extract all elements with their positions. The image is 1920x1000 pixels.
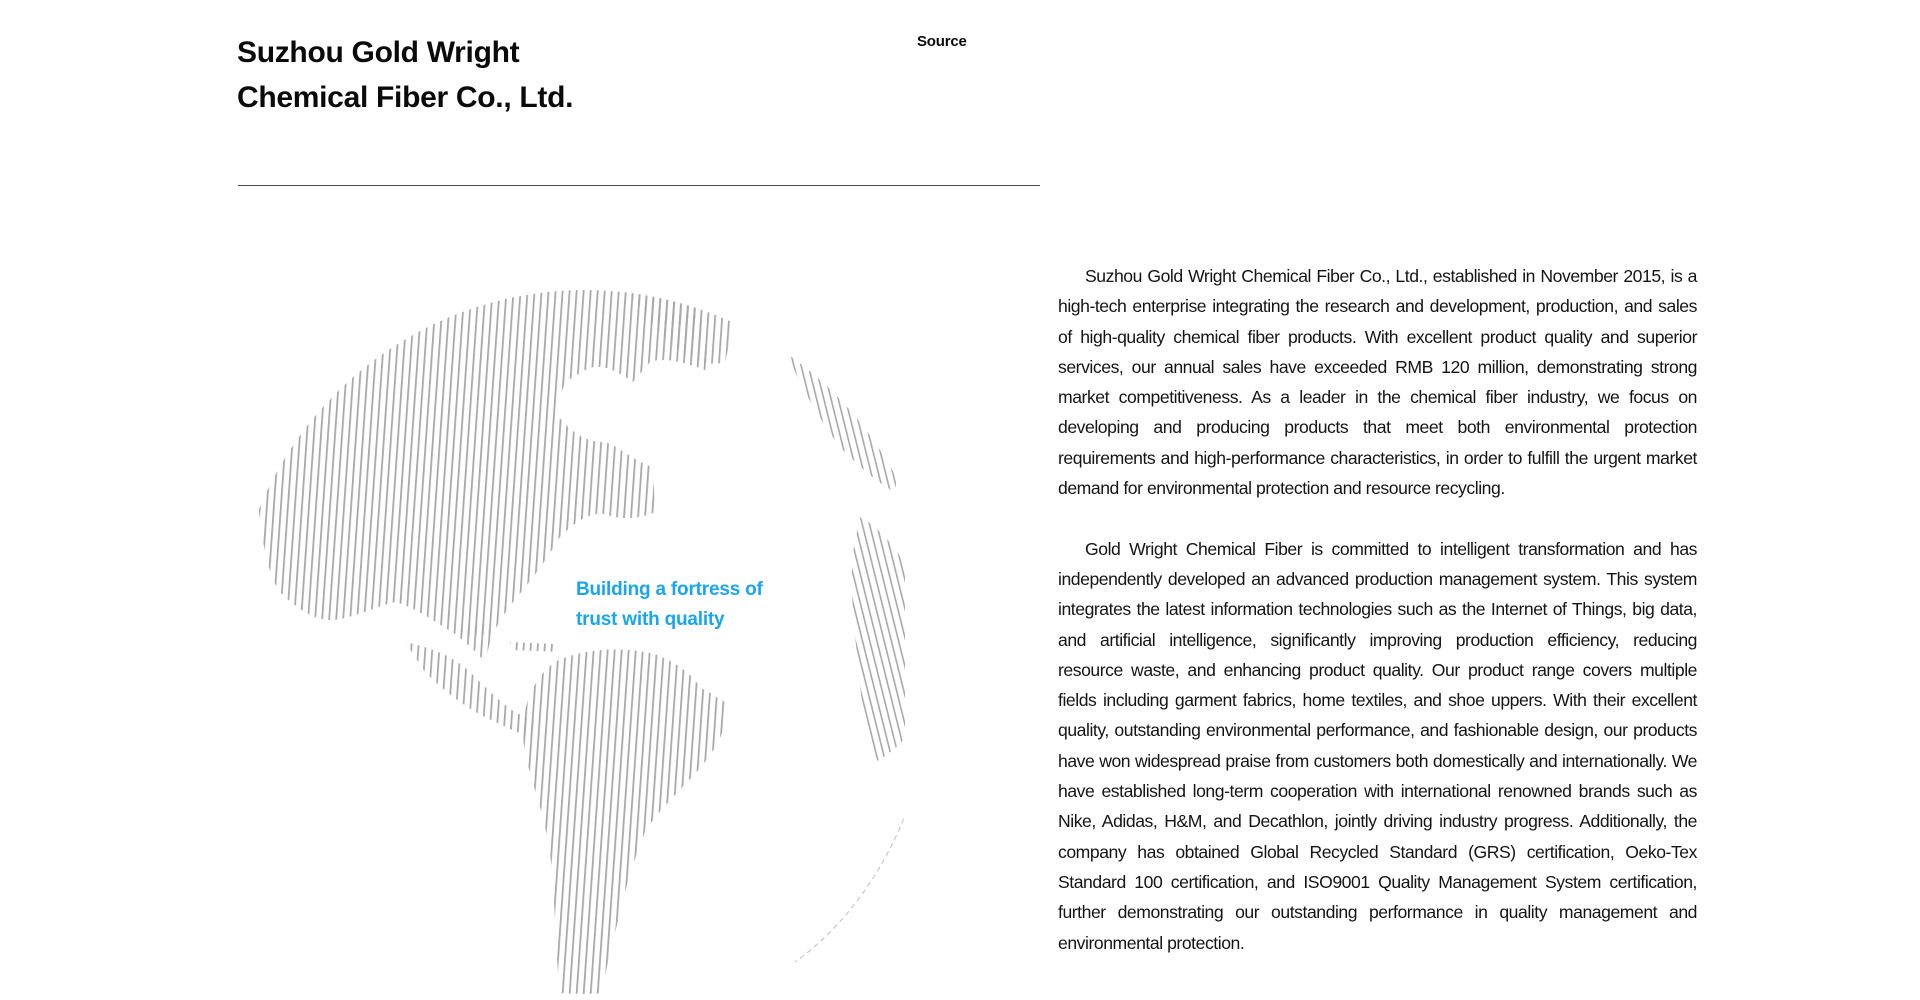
company-title-line2: Chemical Fiber Co., Ltd. (237, 81, 574, 114)
continent-africa (852, 517, 905, 762)
continent-south-america (523, 649, 726, 1000)
header-divider (238, 185, 1040, 186)
about-section (1058, 261, 1697, 988)
hero-tagline-line2: trust with quality (576, 609, 725, 630)
about-paragraph-1: Suzhou Gold Wright Chemical Fiber Co., Ltd., established in November 2015, is a high-tech enterprise integrating the research and development, production, and sales of high-quality chemical fiber products. With excellent product quality and superior services, our annual sales have exceeded RMB 120 million, demonstrating strong market competitiveness. As a leader in the chemical fiber industry, we focus on developing and producing products that meet both environmental protection requirements and high-performance characteristics, in order to fulfill the urgent market demand for environmental protection and resource recycling. (1058, 266, 1697, 499)
continent-central-america (405, 642, 535, 737)
company-title-line1: Suzhou Gold Wright (237, 36, 520, 69)
hero-tagline-line1: Building a fortress of (576, 579, 763, 600)
hero-tagline (576, 575, 763, 635)
continent-europe (775, 302, 897, 492)
about-paragraph-2: Gold Wright Chemical Fiber is committed to intelligent transformation and has independently developed an advanced production management system. This system integrates the latest information technologies such as the Internet of Things, big data, and artificial intelligence, significantly improving production efficiency, reducing resource waste, and enhancing product quality. Our product range covers multiple fields including garment fabrics, home textiles, and shoe uppers. With their excellent quality, outstanding environmental performance, and fashionable design, our products have won widespread praise from customers both domestically and internationally. We have established long-term cooperation with international renowned brands such as Nike, Adidas, H&M, and Decathlon, jointly driving industry progress. Additionally, the company has obtained Global Recycled Standard (GRS) certification, Oeko-Tex Standard 100 certification, and ISO9001 Quality Management System certification, further demonstrating our outstanding performance in quality management and environmental protection. (1058, 538, 1697, 953)
source-link[interactable]: Source (917, 33, 967, 50)
company-title (237, 30, 573, 120)
continent-iceland (655, 310, 697, 326)
globe-limb-outline (795, 732, 905, 962)
